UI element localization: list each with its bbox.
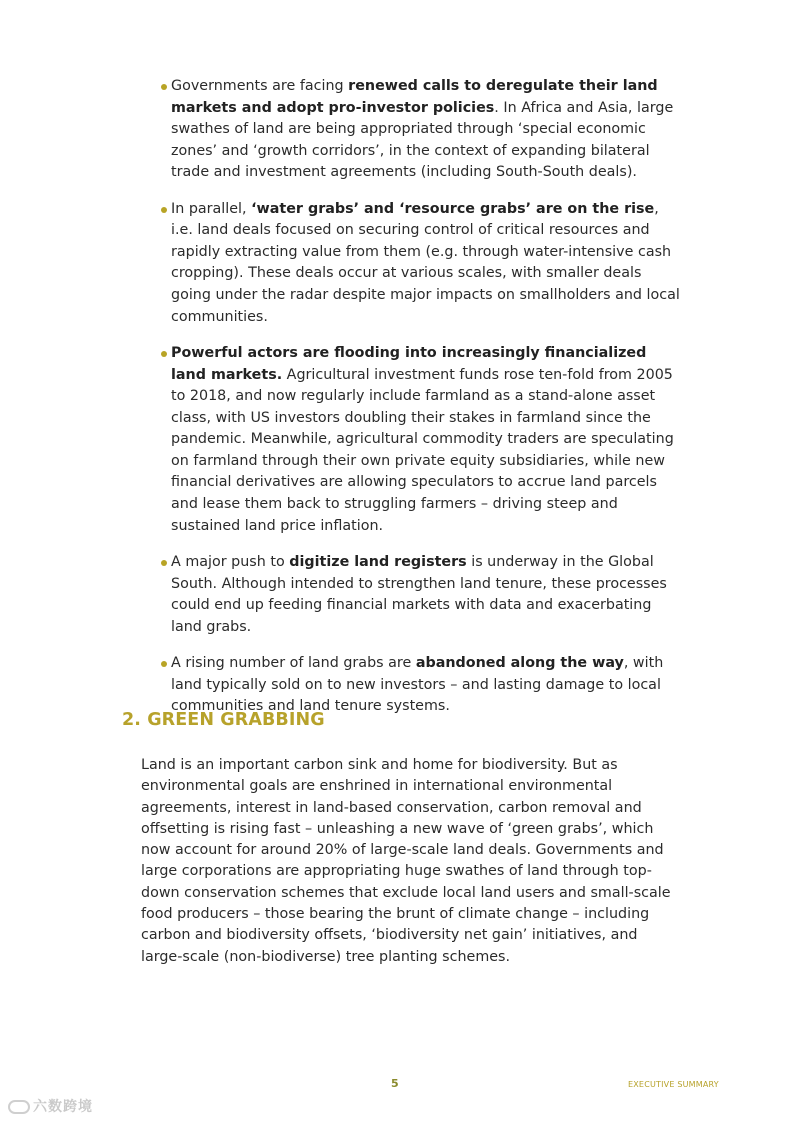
bullet-item (160, 552, 680, 638)
bullet-item (160, 653, 680, 718)
bullet-text: Governments are facing renewed calls to deregulate their land markets and adopt pro-investor policies. In Africa and Asia, large swathes of land are being appropriated through ‘special economic zones’ and ‘growth corridors’, in the context of expanding bilateral trade and investment agreements (including South-South deals). (171, 78, 674, 181)
running-title: EXECUTIVE SUMMARY (628, 1080, 719, 1089)
watermark-text: 六数跨境 (33, 1099, 93, 1115)
bullet-text: A major push to digitize land registers is underway in the Global South. Although intended to strengthen land tenure, these processes could end up feeding financial markets with data and exacerbating land grabs. (171, 553, 667, 635)
bullet-dot-icon (161, 207, 167, 213)
page-number: 5 (391, 1077, 399, 1090)
bullet-item (160, 199, 680, 329)
bullet-text: A rising number of land grabs are abandoned along the way, with land typically sold on to new investors – and lasting damage to local communities and land tenure systems. (171, 655, 664, 715)
bullet-item (160, 343, 680, 537)
bullet-item (160, 76, 680, 184)
bullet-dot-icon (161, 351, 167, 357)
section-heading: 2. GREEN GRABBING (122, 710, 325, 730)
bullet-list (160, 76, 680, 732)
bullet-text: In parallel, ‘water grabs’ and ‘resource grabs’ are on the rise, i.e. land deals focused on securing control of critical resources and rapidly extracting value from them (e.g. through water-intensive cash cropping). These deals occur at various scales, with smaller deals going under the radar despite major impacts on smallholders and local communities. (171, 200, 680, 325)
watermark-logo-icon (8, 1100, 30, 1114)
bullet-dot-icon (161, 84, 167, 90)
bullet-text: Powerful actors are flooding into increasingly financialized land markets. Agricultural investment funds rose ten-fold from 2005 to 2018, and now regularly include farmland as a stand-alone asset class, with US investors doubling their stakes in farmland since the pandemic. Meanwhile, agricultural commodity traders are speculating on farmland through their own private equity subsidiaries, while new financial derivatives are allowing speculators to accrue land parcels and lease them back to struggling farmers – driving steep and sustained land price inflation. (171, 344, 674, 534)
watermark (8, 1096, 93, 1116)
bullet-dot-icon (161, 661, 167, 667)
bullet-dot-icon (161, 560, 167, 566)
section-body-paragraph: Land is an important carbon sink and home for biodiversity. But as environmental goals are enshrined in international environmental agreements, interest in land-based conservation, carbon removal and offsetting is rising fast – unleashing a new wave of ‘green grabs’, which now account for around 20% of large-scale land deals. Governments and large corporations are appropriating huge swathes of land through top-down conservation schemes that exclude local land users and small-scale food producers – those bearing the brunt of climate change – including carbon and biodiversity offsets, ‘biodiversity net gain’ initiatives, and large-scale (non-biodiverse) tree planting schemes. (141, 757, 671, 965)
